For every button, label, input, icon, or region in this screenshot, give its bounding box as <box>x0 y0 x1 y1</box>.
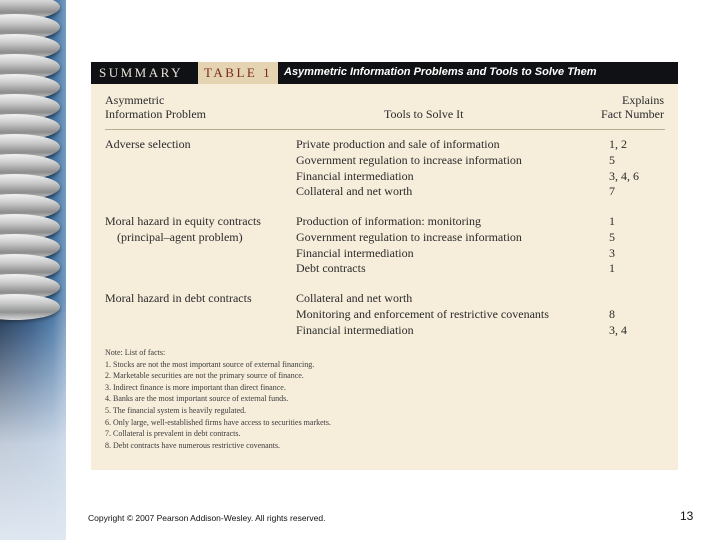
facts-note <box>105 347 331 451</box>
summary-label: SUMMARY <box>99 65 183 80</box>
row-moral-hazard-equity-tools: Production of information: monitoring Government regulation to increase information Financial intermediation Debt contracts <box>296 214 522 276</box>
note-item: 4. Banks are the most important source of external funds. <box>105 394 289 404</box>
note-item: 8. Debt contracts have numerous restrictive covenants. <box>105 440 281 450</box>
table-title: Asymmetric Information Problems and Tools to Solve Them <box>284 66 597 78</box>
note-item: 3. Indirect finance is more important than direct finance. <box>105 382 286 392</box>
row-moral-hazard-debt-facts: 8 3, 4 <box>609 306 627 337</box>
coin-stack-image <box>0 0 66 540</box>
table-number: TABLE 1 <box>204 65 273 80</box>
column-header-problem: Asymmetric Information Problem <box>105 93 206 121</box>
row-adverse-selection-facts: 1, 2 5 3, 4, 6 7 <box>609 137 639 199</box>
row-adverse-selection-tools: Private production and sale of information Government regulation to increase information Financial intermediation Collateral and net worth <box>296 137 522 199</box>
row-moral-hazard-debt-problem: Moral hazard in debt contracts <box>105 291 252 305</box>
note-item: 2. Marketable securities are not the primary source of finance. <box>105 371 304 381</box>
row-adverse-selection-problem: Adverse selection <box>105 137 191 151</box>
row-moral-hazard-equity-facts: 1 5 3 1 <box>609 214 615 276</box>
note-item: 6. Only large, well-established firms have access to securities markets. <box>105 417 332 427</box>
note-item: 7. Collateral is prevalent in debt contracts. <box>105 429 241 439</box>
row-moral-hazard-debt-tools: Collateral and net worth Monitoring and enforcement of restrictive covenants Financial intermediation <box>296 291 549 337</box>
column-header-tools: Tools to Solve It <box>384 107 464 121</box>
note-heading: Note: List of facts: <box>105 348 166 357</box>
page-number: 13 <box>680 509 694 523</box>
column-header-facts: Explains Fact Number <box>601 93 664 121</box>
row-moral-hazard-equity-problem: Moral hazard in equity contracts (principal–agent problem) <box>105 214 261 244</box>
table-header <box>91 62 678 84</box>
note-item: 1. Stocks are not the most important source of external financing. <box>105 359 315 369</box>
note-item: 5. The financial system is heavily regulated. <box>105 405 247 415</box>
summary-table <box>91 62 678 470</box>
header-divider <box>105 129 665 130</box>
copyright-footer: Copyright © 2007 Pearson Addison-Wesley. All rights reserved. <box>88 513 326 523</box>
